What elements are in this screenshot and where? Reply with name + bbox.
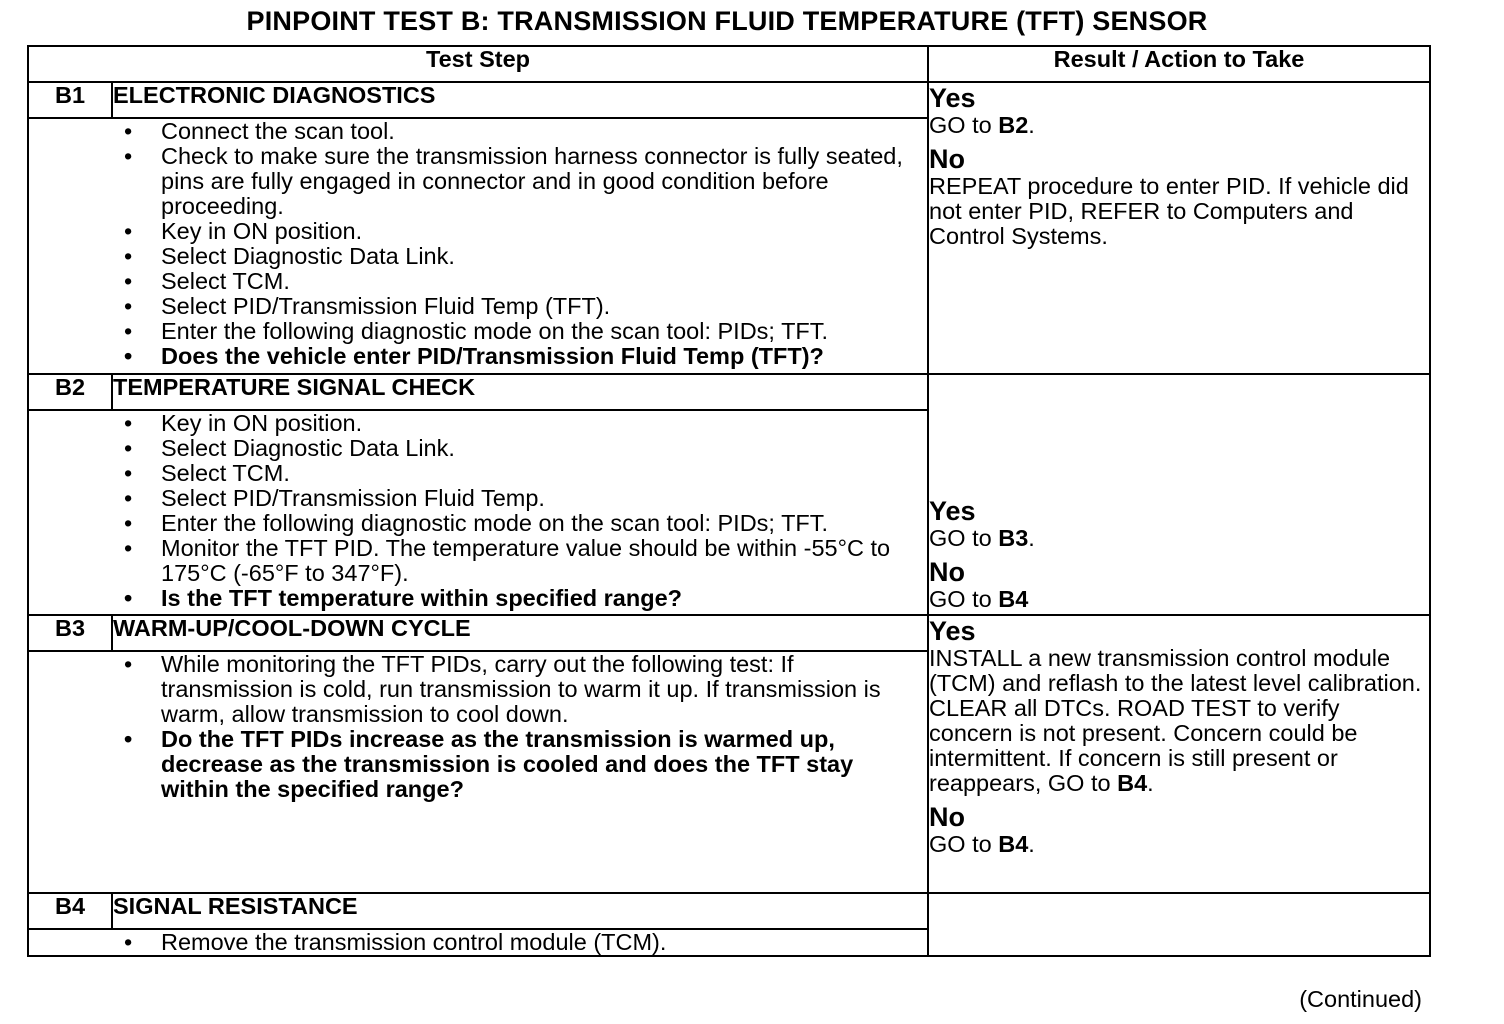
step-id: B4 xyxy=(28,893,112,929)
yes-label: Yes xyxy=(929,616,976,646)
instruction-list xyxy=(29,411,927,611)
list-item: • Check to make sure the transmission harness connector is fully seated, pins are fully engaged in connector and in good condition before proceeding. xyxy=(124,143,903,219)
yes-action: GO to B3. xyxy=(929,525,1035,551)
step-b2-result xyxy=(928,374,1430,615)
question-item: • Do the TFT PIDs increase as the transmission is warmed up, decrease as the transmission is cooled and does the TFT stay within the specified range? xyxy=(124,726,854,802)
list-item: • Key in ON position. xyxy=(124,410,363,436)
list-item: • Monitor the TFT PID. The temperature value should be within -55°C to 175°C (-65°F to 347°F). xyxy=(124,535,891,586)
yes-label: Yes xyxy=(929,496,976,526)
step-reference: B4 xyxy=(998,586,1029,612)
question-item: • Does the vehicle enter PID/Transmission Fluid Temp (TFT)? xyxy=(124,343,824,369)
continued-note: (Continued) xyxy=(1299,986,1422,1012)
no-label: No xyxy=(929,557,965,587)
question-item: • Is the TFT temperature within specified range? xyxy=(124,585,683,611)
step-id: B2 xyxy=(28,374,112,410)
step-heading: SIGNAL RESISTANCE xyxy=(112,893,928,929)
step-reference: B4 xyxy=(1117,770,1148,796)
step-reference: B2 xyxy=(998,112,1029,138)
step-heading: ELECTRONIC DIAGNOSTICS xyxy=(112,82,928,118)
step-b4-instructions xyxy=(28,929,928,956)
list-item: • While monitoring the TFT PIDs, carry out the following test: If transmission is cold, run transmission to warm it up. If transmission is warm, allow transmission to cool down. xyxy=(124,651,881,727)
step-id: B3 xyxy=(28,615,112,651)
no-action: GO to B4. xyxy=(929,831,1035,857)
list-item: • Select Diagnostic Data Link. xyxy=(124,435,455,461)
test-step-header: Test Step xyxy=(28,46,928,82)
list-item: • Select TCM. xyxy=(124,460,290,486)
step-reference: B3 xyxy=(998,525,1029,551)
list-item: • Select PID/Transmission Fluid Temp. xyxy=(124,485,545,511)
step-id: B1 xyxy=(28,82,112,118)
list-item: • Remove the transmission control module (TCM). xyxy=(124,929,667,955)
step-b2-header-row xyxy=(28,374,1430,410)
step-b1-result xyxy=(928,82,1430,374)
list-item: • Select Diagnostic Data Link. xyxy=(124,243,455,269)
step-heading: TEMPERATURE SIGNAL CHECK xyxy=(112,374,928,410)
step-b3-header-row xyxy=(28,615,1430,651)
step-b4-header-row xyxy=(28,893,1430,929)
result-header: Result / Action to Take xyxy=(928,46,1430,82)
pinpoint-test-table xyxy=(27,45,1431,957)
step-b1-header-row xyxy=(28,82,1430,118)
step-b3-instructions xyxy=(28,651,928,893)
list-item: • Select TCM. xyxy=(124,268,290,294)
no-label: No xyxy=(929,144,965,174)
no-label: No xyxy=(929,802,965,832)
list-item: • Connect the scan tool. xyxy=(124,118,395,144)
instruction-list xyxy=(29,930,927,955)
step-b4-result xyxy=(928,893,1430,956)
list-item: • Select PID/Transmission Fluid Temp (TFT). xyxy=(124,293,611,319)
no-action: GO to B4 xyxy=(929,586,1029,612)
step-b3-result xyxy=(928,615,1430,893)
yes-action: INSTALL a new transmission control module (TCM) and reflash to the latest level calibration. CLEAR all DTCs. ROAD TEST to verify concern is not present. Concern could be intermittent. If concern is still present or reappears, GO to B4. xyxy=(929,645,1422,796)
step-heading: WARM-UP/COOL-DOWN CYCLE xyxy=(112,615,928,651)
yes-action: GO to B2. xyxy=(929,112,1035,138)
list-item: • Key in ON position. xyxy=(124,218,363,244)
page-title: PINPOINT TEST B: TRANSMISSION FLUID TEMPERATURE (TFT) SENSOR xyxy=(246,6,1208,36)
list-item: • Enter the following diagnostic mode on the scan tool: PIDs; TFT. xyxy=(124,318,829,344)
yes-label: Yes xyxy=(929,83,976,113)
list-item: • Enter the following diagnostic mode on the scan tool: PIDs; TFT. xyxy=(124,510,829,536)
instruction-list xyxy=(29,652,927,802)
instruction-list xyxy=(29,119,927,369)
no-action: REPEAT procedure to enter PID. If vehicle did not enter PID, REFER to Computers and Control Systems. xyxy=(929,173,1409,249)
step-b1-instructions xyxy=(28,118,928,374)
table-header-row xyxy=(28,46,1430,82)
step-reference: B4 xyxy=(998,831,1029,857)
step-b2-instructions xyxy=(28,410,928,615)
